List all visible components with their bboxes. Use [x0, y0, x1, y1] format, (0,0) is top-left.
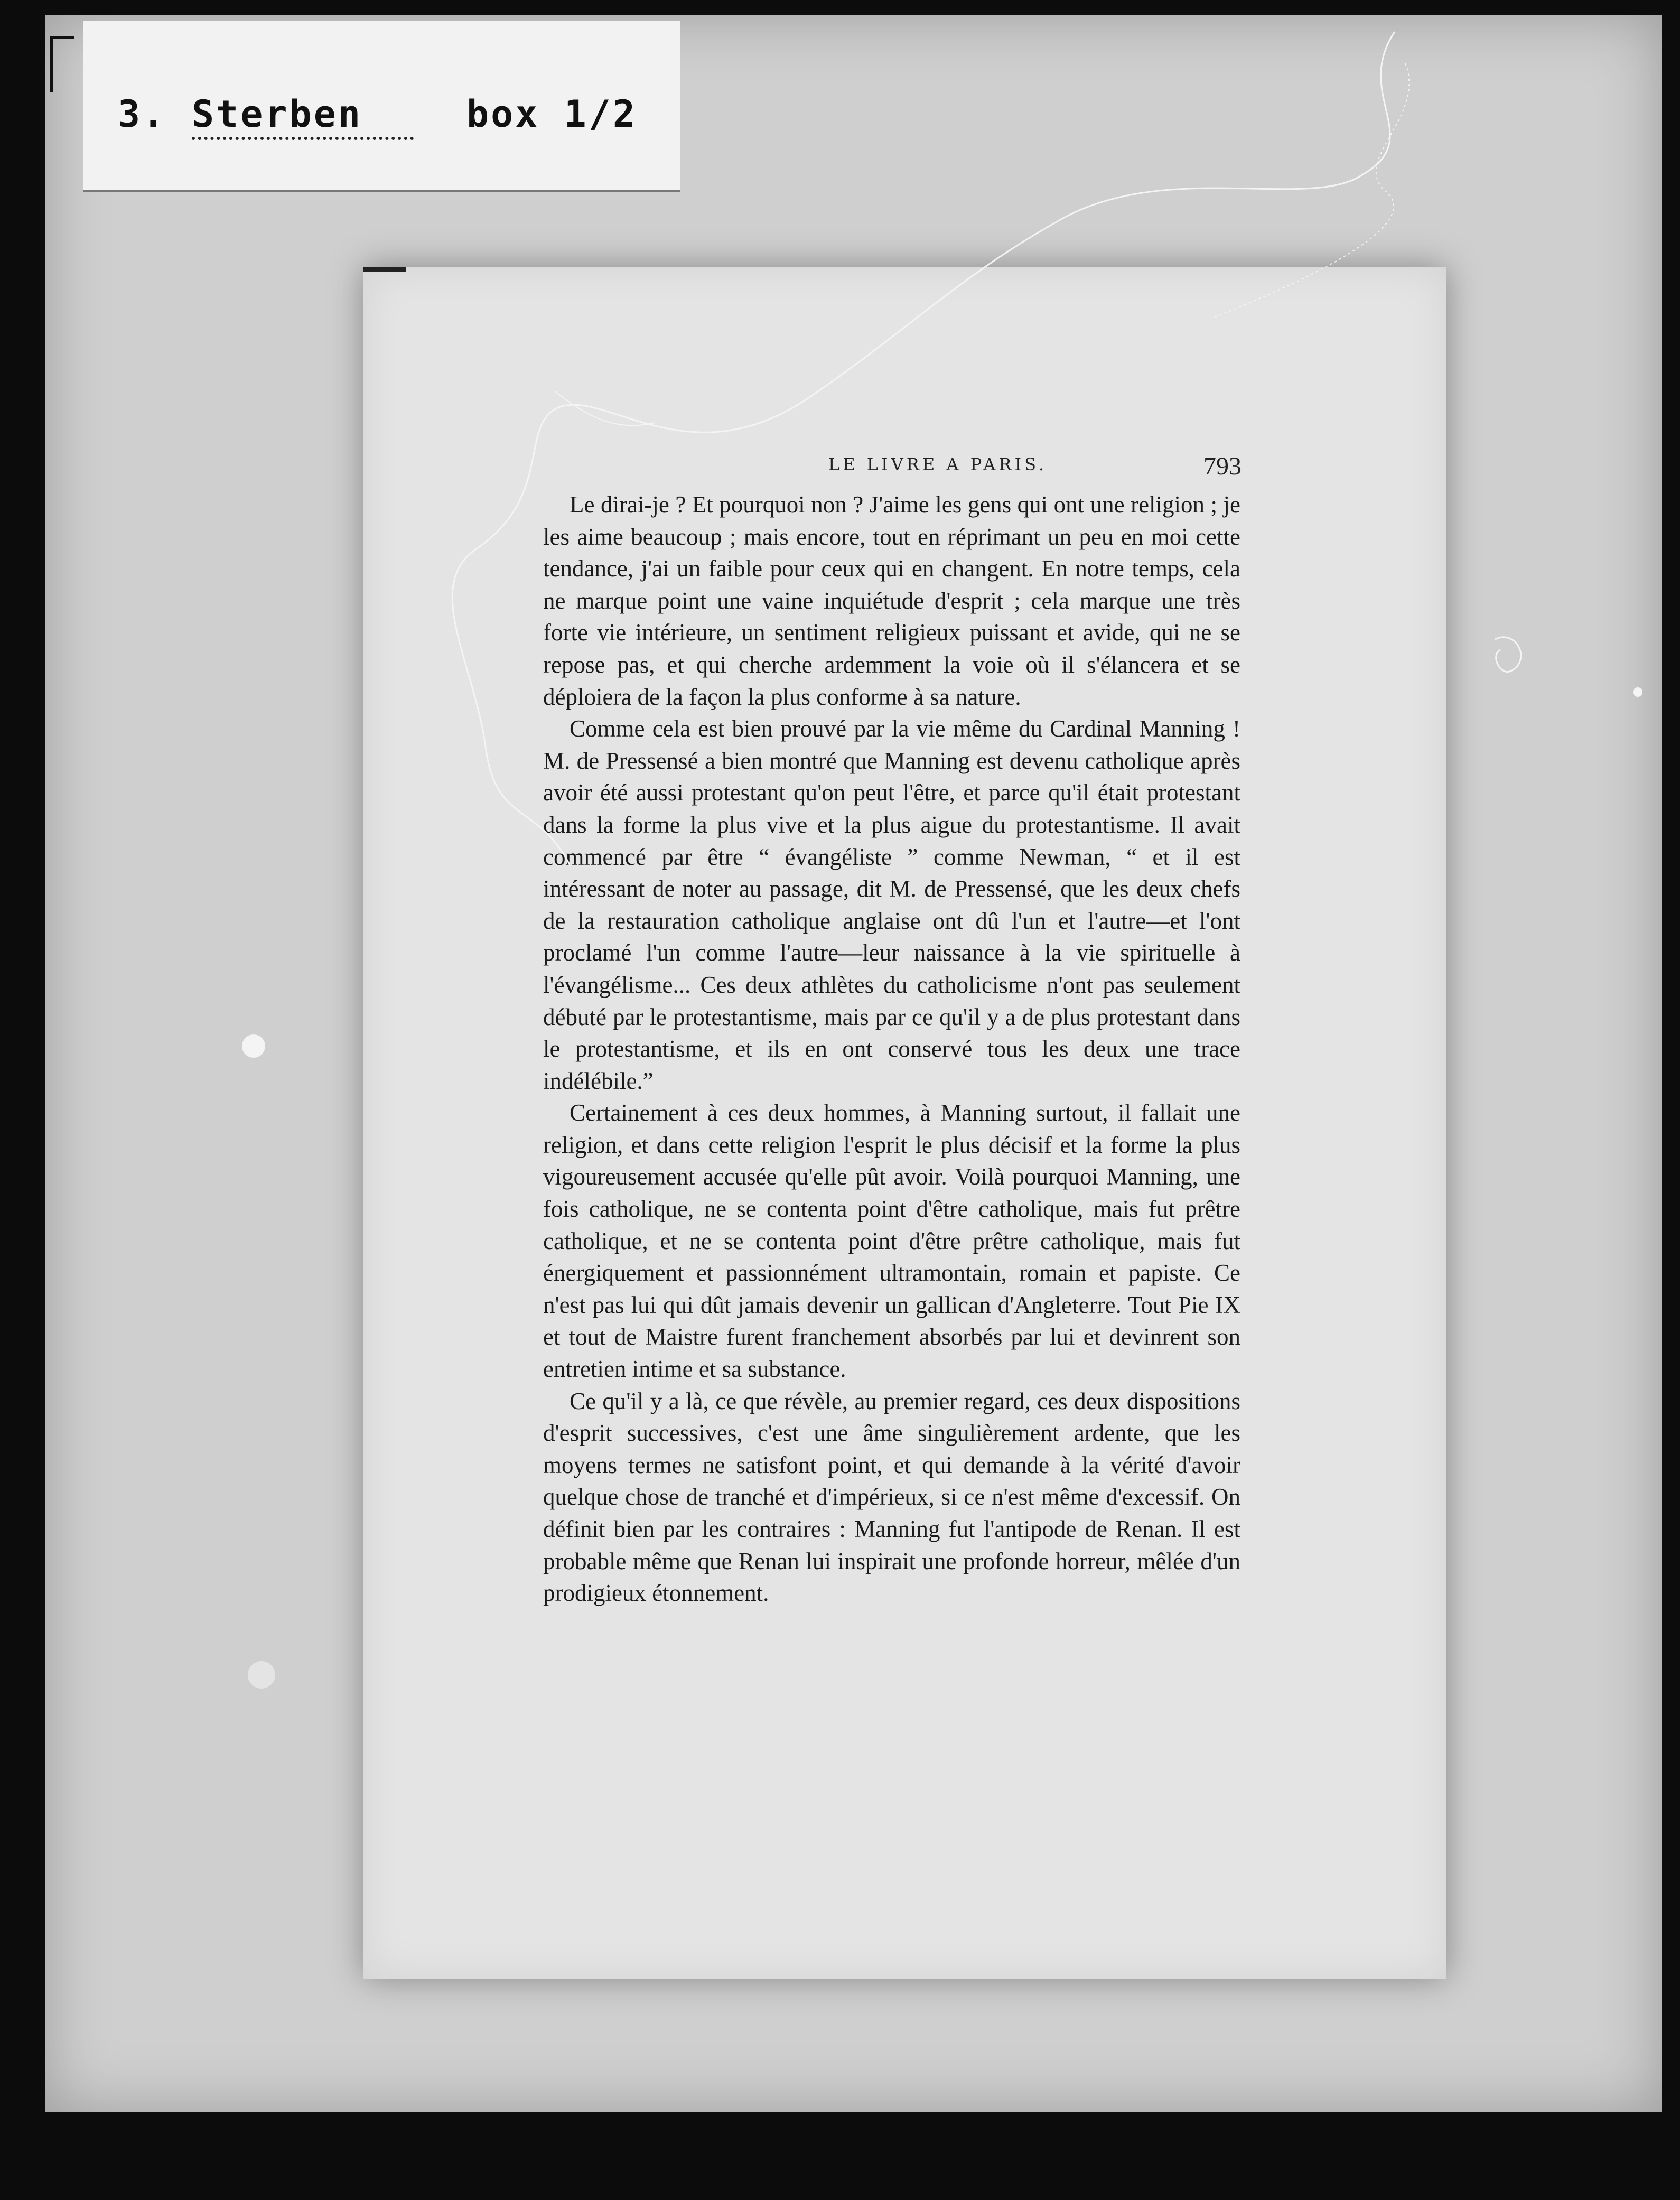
page-number: 793: [1203, 452, 1242, 480]
body-text: [543, 489, 1240, 1609]
label-box-number: box 1/2: [466, 92, 638, 136]
label-title: Sterben: [192, 92, 414, 140]
paragraph: Comme cela est bien prouvé par la vie même du Cardinal Manning ! M. de Pressensé a bien montré que Manning est devenu catholique après avoir été aussi protestant qu'on peut l'être, et parce qu'il était protestant dans la forme la plus vive et la plus aigue du protestantisme. Il avait commencé par être “ évangéliste ” comme Newman, “ et il est intéressant de noter au passage, dit M. de Pressensé, que les deux chefs de la restauration catholique anglaise ont dû l'un et l'autre—et l'ont proclamé l'un comme l'autre—leur naissance à la vie spirituelle à l'évangélisme... Ces deux athlètes du catholicisme n'ont pas seulement débuté par le protestantisme, mais par ce qu'il y a de plus protestant dans le protestantisme, et ils en ont conservé tous les deux une trace indélébile.”: [543, 715, 1240, 1094]
book-page: [363, 267, 1446, 1979]
paragraph: Le dirai-je ? Et pourquoi non ? J'aime les gens qui ont une religion ; je les aime beaucoup ; mais encore, tout en réprimant un peu en moi cette tendance, j'ai un faible pour ceux qui en changent. En notre temps, cela ne marque point une vaine inquiétude d'esprit ; cela marque une très forte vie intérieure, un sentiment religieux puissant et avide, qui ne se repose pas, et qui cherche ardemment la voie où il s'élancera et se déploiera de la façon la plus conforme à sa nature.: [543, 491, 1240, 710]
archive-label-row: [118, 92, 637, 140]
running-head: LE LIVRE A PARIS.: [828, 454, 1048, 474]
paragraph: Ce qu'il y a là, ce que révèle, au premier regard, ces deux dispositions d'esprit successives, c'est une âme singulièrement ardente, que les moyens termes ne satisfont point, et qui demande à la vérité d'avoir quelque chose de tranché et d'impérieux, si ce n'est même d'excessif. On définit bien par les contraires : Manning fut l'antipode de Renan. Il est probable même que Renan lui inspirait une profonde horreur, mêlée d'un prodigieux étonnement.: [543, 1387, 1240, 1607]
corner-crop-mark: [50, 36, 74, 92]
paragraph: Certainement à ces deux hommes, à Manning surtout, il fallait une religion, et dans cette religion l'esprit le plus décisif et la forme la plus vigoureusement accusée qu'elle pût avoir. Voilà pourquoi Manning, une fois catholique, ne se contenta point d'être catholique, mais fut prêtre catholique, et ne se contenta point d'être prêtre catholique, mais fut énergiquement et passionnément ultramontain, romain et papiste. Ce n'est pas lui qui dût jamais devenir un gallican d'Angleterre. Tout Pie IX et tout de Maistre furent franchement absorbés par lui et devinrent son entretien intime et sa substance.: [543, 1099, 1240, 1383]
label-number: 3.: [118, 92, 167, 136]
archive-label: [83, 21, 680, 192]
page-edge-mark: [363, 267, 406, 272]
